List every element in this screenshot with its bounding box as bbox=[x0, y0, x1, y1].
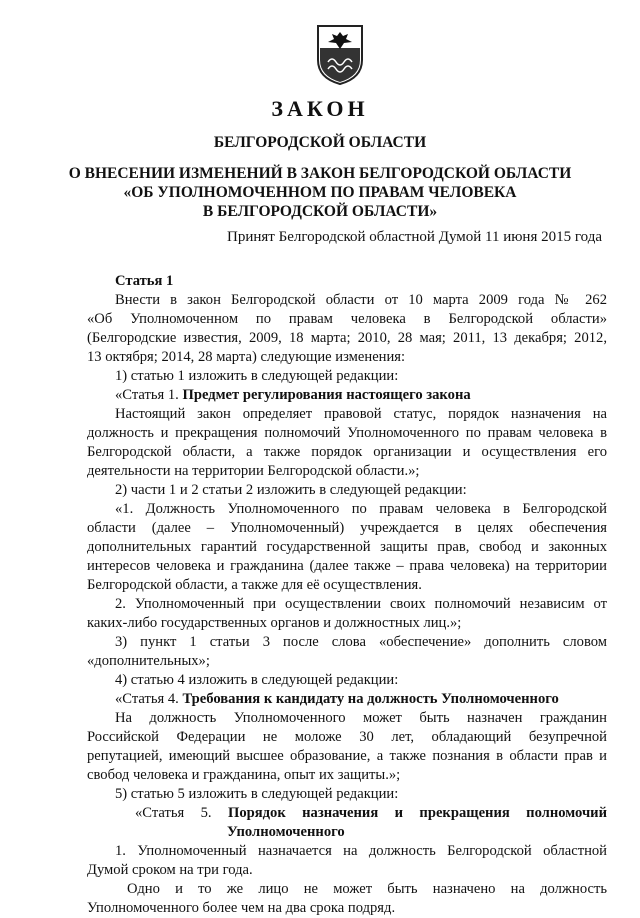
law-name-line: В БЕЛГОРОДСКОЙ ОБЛАСТИ» bbox=[202, 203, 438, 220]
document-title: ЗАКОН bbox=[271, 96, 369, 121]
law-name-line: «ОБ УПОЛНОМОЧЕННОМ ПО ПРАВАМ ЧЕЛОВЕКА bbox=[123, 184, 517, 201]
law-name-line: О ВНЕСЕНИИ ИЗМЕНЕНИЙ В ЗАКОН БЕЛГОРОДСКОЙ ОБЛАСТИ bbox=[68, 165, 572, 182]
text-line: каких-либо государственных органов и должностных лиц.»; bbox=[87, 615, 462, 631]
article-title-line: «Статья 5. Порядок назначения и прекращения полномочий bbox=[135, 805, 608, 821]
article-title-line: «Статья 4. Требования к кандидату на должность Уполномоченного bbox=[115, 691, 559, 707]
document-body bbox=[87, 272, 607, 918]
text-line: «дополнительных»; bbox=[87, 653, 210, 669]
text-line: Уполномоченного более чем на два срока подряд. bbox=[87, 900, 396, 916]
amendment-item: 1) статью 1 изложить в следующей редакции: bbox=[115, 368, 399, 384]
text-line: «1. Должность Уполномоченного по правам человека в Белгородской bbox=[115, 501, 607, 517]
amendment-item: 2) части 1 и 2 статьи 2 изложить в следующей редакции: bbox=[115, 482, 467, 498]
text-line: «Об Уполномоченном по правам человека в Белгородской области» bbox=[87, 311, 607, 327]
text-line: 13 октября; 2014, 28 марта) следующие изменения: bbox=[87, 349, 406, 365]
amendment-item: 4) статью 4 изложить в следующей редакции: bbox=[115, 672, 399, 688]
text-line: Одно и то же лицо не может быть назначено на должность bbox=[127, 881, 607, 897]
belgorod-coat-of-arms-icon bbox=[314, 22, 366, 86]
article-title-line: Уполномоченного bbox=[227, 824, 345, 840]
article-heading: Статья 1 bbox=[115, 273, 174, 289]
text-line: области (далее – Уполномоченный) учреждается в целях обеспечения bbox=[87, 520, 607, 536]
amendment-item: 3) пункт 1 статьи 3 после слова «обеспечение» дополнить словом bbox=[115, 634, 607, 650]
text-line: интересов человека и гражданина (далее также – права человека) на территории bbox=[87, 558, 607, 574]
text-line: деятельности на территории Белгородской области.»; bbox=[87, 463, 420, 479]
text-line: Настоящий закон определяет правовой статус, порядок назначения на bbox=[115, 406, 607, 422]
text-line: Белгородской области, а также для её осуществления. bbox=[87, 577, 422, 593]
amendment-item: 5) статью 5 изложить в следующей редакции: bbox=[115, 786, 399, 802]
text-line: Внести в закон Белгородской области от 10 марта 2009 года № 262 bbox=[115, 292, 607, 308]
law-name bbox=[0, 164, 640, 221]
text-line: На должность Уполномоченного может быть назначен гражданин bbox=[115, 710, 607, 726]
text-line: репутацией, имеющий высшее образование, а также познания в области прав и bbox=[87, 748, 607, 764]
text-line: Думой сроком на три года. bbox=[87, 862, 253, 878]
text-line: дополнительных гарантий государственной защиты прав, свобод и законных bbox=[87, 539, 607, 555]
text-line: (Белгородские известия, 2009, 18 марта; 2010, 28 мая; 2011, 13 декабря; 2012, bbox=[87, 330, 607, 346]
text-line: свобод человека и гражданина, опыт их защиты.»; bbox=[87, 767, 401, 783]
text-line: 1. Уполномоченный назначается на должность Белгородской областной bbox=[115, 843, 607, 859]
document-region: БЕЛГОРОДСКОЙ ОБЛАСТИ bbox=[213, 134, 427, 151]
text-line: Российской Федерации не моложе 30 лет, обладающий безупречной bbox=[87, 729, 607, 745]
text-line: должность и прекращения полномочий Уполномоченного по правам человека в bbox=[87, 425, 607, 441]
text-line: 2. Уполномоченный при осуществлении своих полномочий независим от bbox=[115, 596, 607, 612]
adoption-date: Принят Белгородской областной Думой 11 июня 2015 года bbox=[227, 229, 602, 245]
text-line: Белгородской области, а также порядок организации и осуществления его bbox=[87, 444, 607, 460]
article-title-line: «Статья 1. Предмет регулирования настоящего закона bbox=[115, 387, 471, 403]
